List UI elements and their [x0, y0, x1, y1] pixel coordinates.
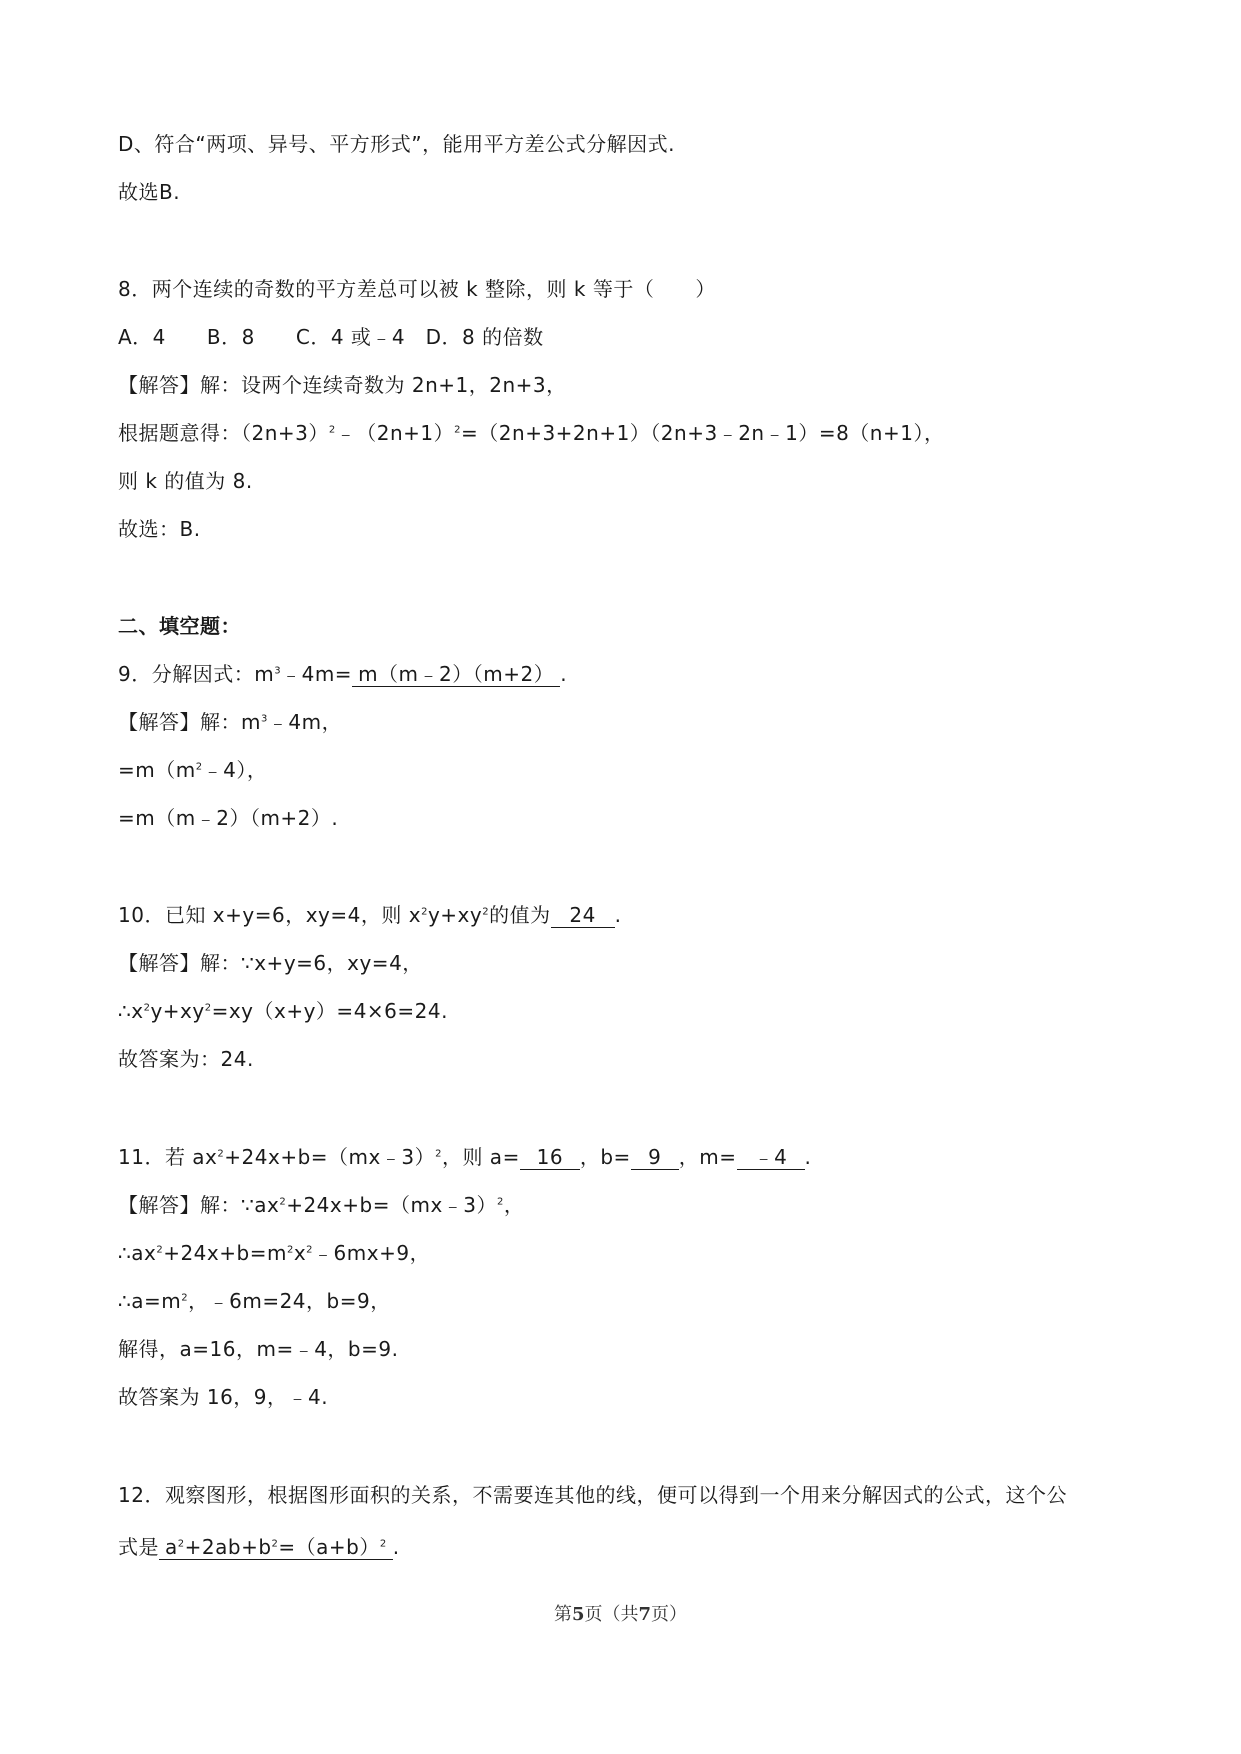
answer-line: 解得，a=16，m=﹣4，b=9.	[118, 1337, 399, 1361]
page-total: 7	[638, 1604, 652, 1625]
answer-line: $=m(m^2﹣4)$，	[118, 758, 268, 782]
answer-blank: m（m﹣2）（m+2）	[352, 662, 560, 687]
question-10: 10．已知 x+y=6，xy=4，则 $x^2y+xy^2$的值为 24 .	[118, 903, 622, 927]
question-9: 9．分解因式：$m^3﹣4m=$ m（m﹣2）（m+2） .	[118, 662, 568, 686]
text-line: 故选B.	[118, 180, 181, 204]
answer-line: 则 k 的值为 8.	[118, 469, 253, 493]
answer-line: 【解答】解：$m^3﹣4m$，	[118, 710, 343, 734]
answer-line: 根据题意得：$(2n+3)^2﹣(2n+1)^2=(2n+3+2n+1)(2n+3﹣2n﹣1)=8(n+1)$，	[118, 421, 945, 445]
page-number: 5	[571, 1604, 585, 1625]
answer-line: 【解答】解：$\because ax^2+24x+b=(mx﹣3)^2$，	[118, 1193, 525, 1217]
question-8: 8．两个连续的奇数的平方差总可以被 k 整除，则 k 等于（ ）	[118, 277, 716, 301]
answer-line: $\therefore x^2y+xy^2=xy(x+y)=4\times 6=24$.	[118, 999, 448, 1023]
answer-line: 【解答】解：设两个连续奇数为 2n+1，2n+3，	[118, 373, 567, 397]
section-heading: 二、填空题：	[118, 614, 241, 638]
question-12-cont: 式是 $a^2+2ab+b^2=(a+b)^2$ .	[118, 1535, 400, 1559]
answer-blank: 16	[520, 1145, 580, 1170]
answer-blank: ﹣4	[737, 1145, 805, 1170]
question-12: 12．观察图形，根据图形面积的关系，不需要连其他的线，便可以得到一个用来分解因式的公式，这个公	[118, 1483, 1067, 1507]
answer-blank: 24	[551, 903, 615, 928]
answer-line: 故答案为 16，9，﹣4.	[118, 1385, 329, 1409]
question-8-options: A．4 B．8 C．4 或﹣4 D．8 的倍数	[118, 325, 544, 349]
answer-line: 故答案为：24.	[118, 1047, 254, 1071]
page-footer: 第5页（共7页）	[553, 1604, 688, 1625]
answer-line: $\therefore a=m^2$，﹣6m=24，b=9，	[118, 1289, 391, 1313]
answer-blank: $a^2+2ab+b^2=(a+b)^2$	[159, 1535, 393, 1560]
answer-line: $\therefore ax^2+24x+b=m^2x^2﹣6mx+9$，	[118, 1241, 431, 1265]
text-line: D、符合“两项、异号、平方形式”，能用平方差公式分解因式.	[118, 132, 675, 156]
answer-blank: 9	[631, 1145, 679, 1170]
answer-line: 【解答】解：∵x+y=6，xy=4，	[118, 951, 423, 975]
question-11: 11．若 $ax^2+24x+b=(mx﹣3)^2$，则 a= 16 ，b= 9 ，m= ﹣4 .	[118, 1145, 812, 1169]
answer-line: =m（m﹣2）（m+2）.	[118, 806, 339, 830]
answer-line: 故选：B.	[118, 517, 201, 541]
